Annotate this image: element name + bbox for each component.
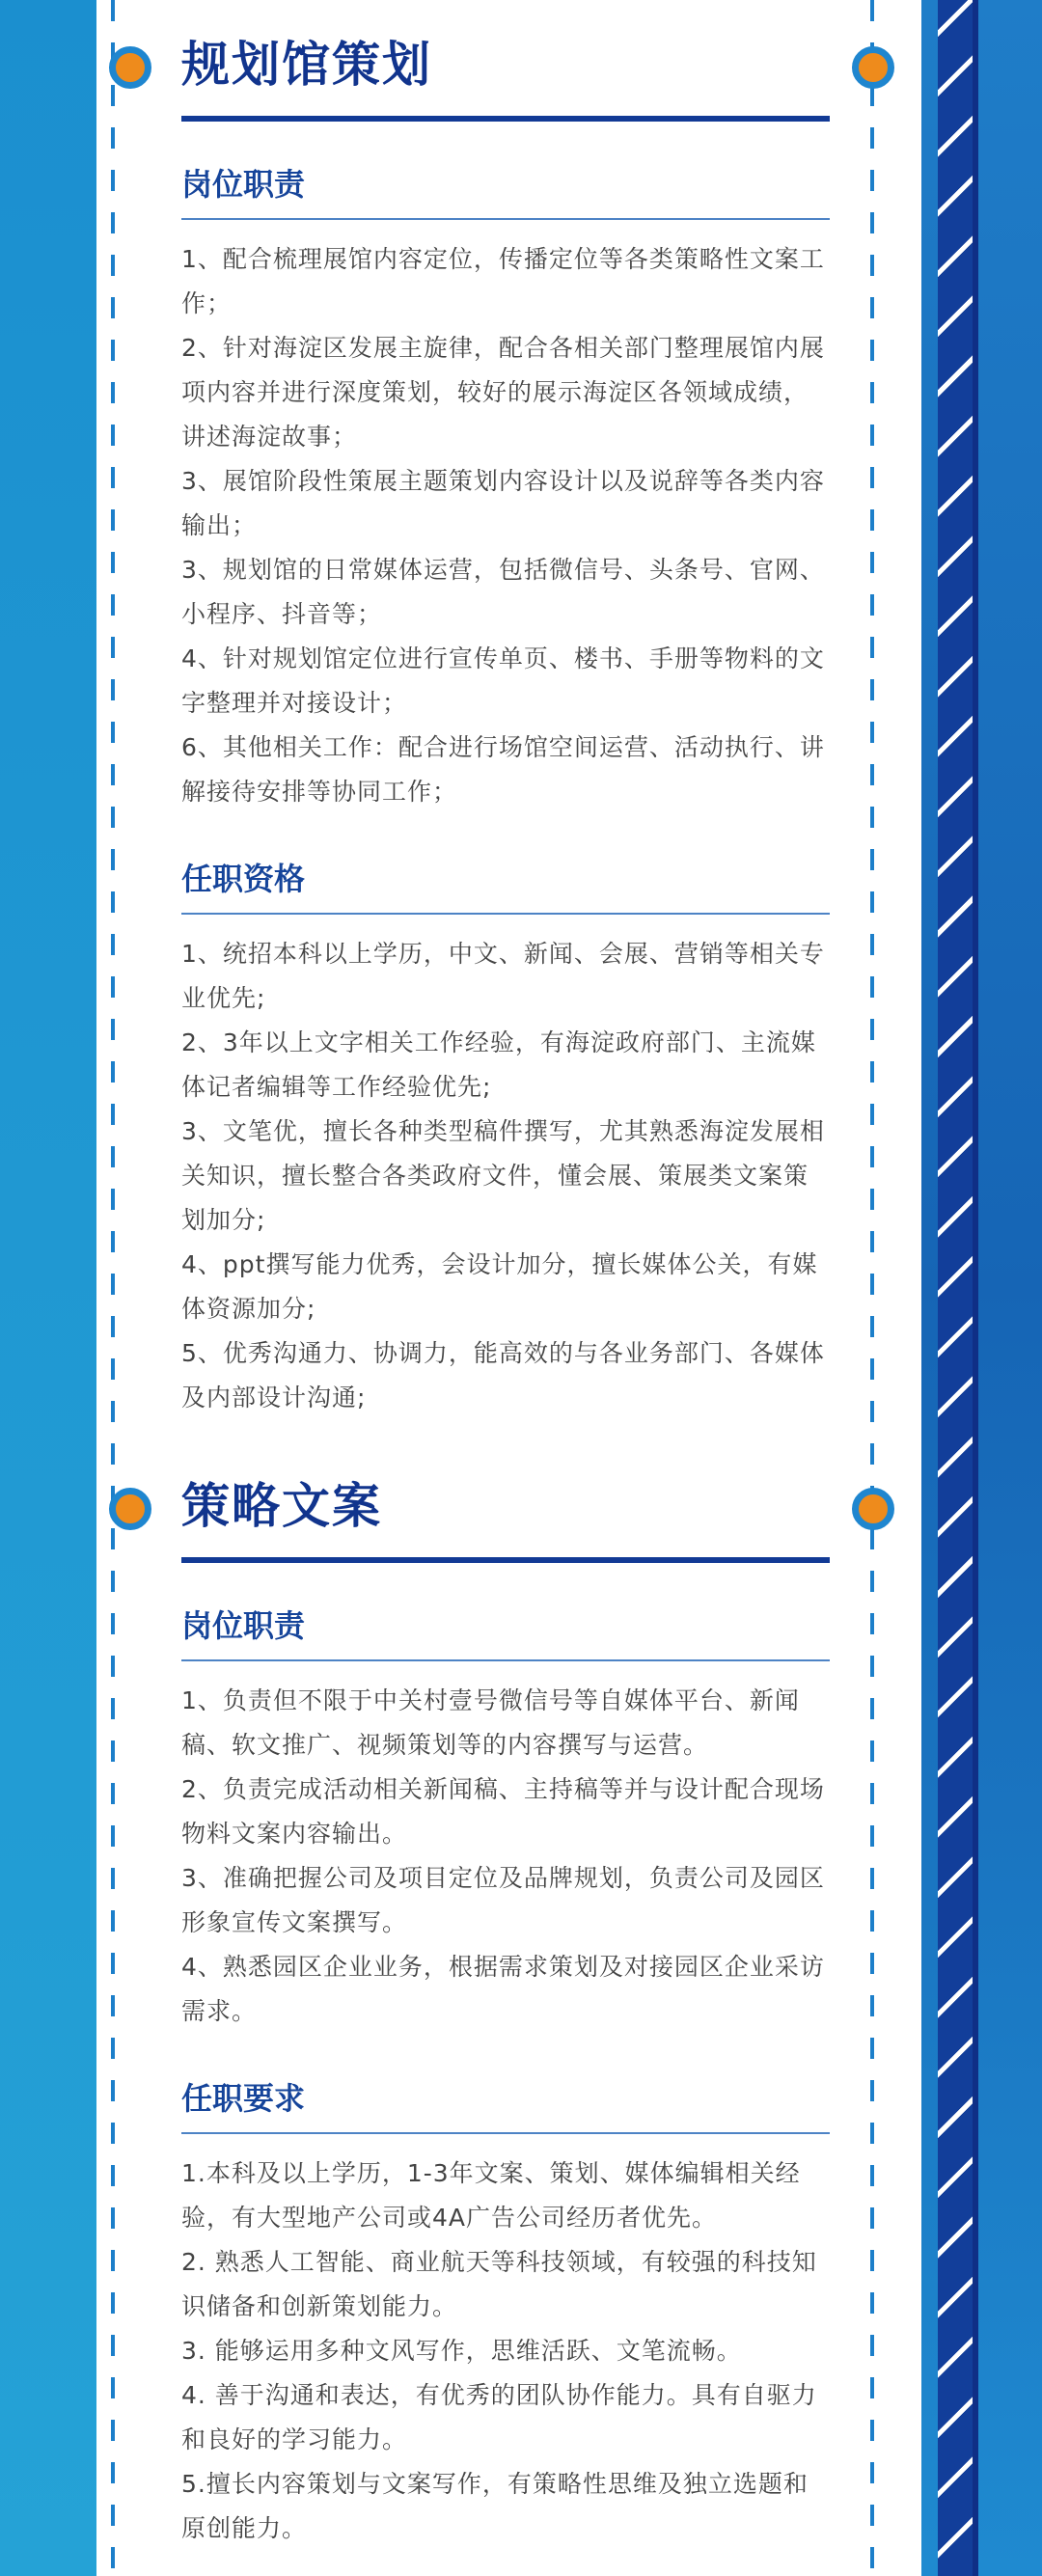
- list-item: 4、熟悉园区企业业务，根据需求策划及对接园区企业采访需求。: [181, 1953, 825, 2025]
- job-section-strategy-copywriter: [181, 1478, 830, 2551]
- list-item: 3、展馆阶段性策展主题策划内容设计以及说辞等各类内容输出；: [181, 467, 825, 539]
- stripe-edge: [973, 0, 978, 2576]
- list-item: 1、统招本科以上学历，中文、新闻、会展、营销等相关专业优先;: [181, 940, 825, 1012]
- list-item: 1、负责但不限于中关村壹号微信号等自媒体平台、新闻稿、软文推广、视频策划等的内容撰写与运营。: [181, 1686, 800, 1759]
- list-item: 4、针对规划馆定位进行宣传单页、楼书、手册等物料的文字整理并对接设计；: [181, 644, 825, 717]
- left-dashed-border: [111, 0, 115, 2576]
- qualification-list: [181, 932, 830, 1420]
- duty-list: [181, 237, 830, 814]
- section-title: 策略文案: [181, 1482, 830, 1563]
- duty-list: [181, 1679, 830, 2034]
- subsection-heading: 任职要求: [181, 2074, 830, 2134]
- list-item: 1、配合梳理展馆内容定位，传播定位等各类策略性文案工作；: [181, 245, 825, 317]
- list-item: 3. 能够运用多种文风写作，思维活跃、文笔流畅。: [181, 2337, 742, 2365]
- left-background: [0, 0, 96, 2576]
- requirement-list: [181, 2151, 830, 2551]
- subsection-heading: 任职资格: [181, 855, 830, 915]
- list-item: 2、针对海淀区发展主旋律，配合各相关部门整理展馆内展项内容并进行深度策划，较好的展示海淀区各领域成绩，讲述海淀故事；: [181, 334, 825, 451]
- section-marker-dot: [852, 46, 894, 89]
- list-item: 6、其他相关工作：配合进行场馆空间运营、活动执行、讲解接待安排等协同工作；: [181, 733, 825, 806]
- section-title: 规划馆策划: [181, 41, 830, 122]
- section-marker-dot: [109, 46, 151, 89]
- list-item: 1.本科及以上学历，1-3年文案、策划、媒体编辑相关经验，有大型地产公司或4A广告公司经历者优先。: [181, 2159, 801, 2232]
- right-dashed-border: [870, 0, 874, 2576]
- list-item: 3、文笔优，擅长各种类型稿件撰写，尤其熟悉海淀发展相关知识，擅长整合各类政府文件，懂会展、策展类文案策划加分;: [181, 1117, 825, 1234]
- list-item: 3、规划馆的日常媒体运营，包括微信号、头条号、官网、小程序、抖音等；: [181, 556, 825, 628]
- list-item: 4. 善于沟通和表达，有优秀的团队协作能力。具有自驱力和良好的学习能力。: [181, 2381, 817, 2453]
- subsection-heading: 岗位职责: [181, 160, 830, 220]
- list-item: 5、优秀沟通力、协调力，能高效的与各业务部门、各媒体及内部设计沟通;: [181, 1339, 825, 1411]
- section-marker-dot: [852, 1488, 894, 1530]
- subsection-heading: 岗位职责: [181, 1602, 830, 1661]
- list-item: 2. 熟悉人工智能、商业航天等科技领域，有较强的科技知识储备和创新策划能力。: [181, 2248, 817, 2320]
- list-item: 3、准确把握公司及项目定位及品牌规划，负责公司及园区形象宣传文案撰写。: [181, 1864, 825, 1936]
- diagonal-stripe-decoration: [938, 0, 973, 2576]
- list-item: 2、3年以上文字相关工作经验，有海淀政府部门、主流媒体记者编辑等工作经验优先;: [181, 1028, 816, 1101]
- list-item: 4、ppt撰写能力优秀，会设计加分，擅长媒体公关，有媒体资源加分;: [181, 1250, 818, 1323]
- list-item: 2、负责完成活动相关新闻稿、主持稿等并与设计配合现场物料文案内容输出。: [181, 1775, 825, 1848]
- list-item: 5.擅长内容策划与文案写作，有策略性思维及独立选题和原创能力。: [181, 2470, 809, 2542]
- job-section-planning-hall: [181, 37, 830, 1420]
- section-marker-dot: [109, 1488, 151, 1530]
